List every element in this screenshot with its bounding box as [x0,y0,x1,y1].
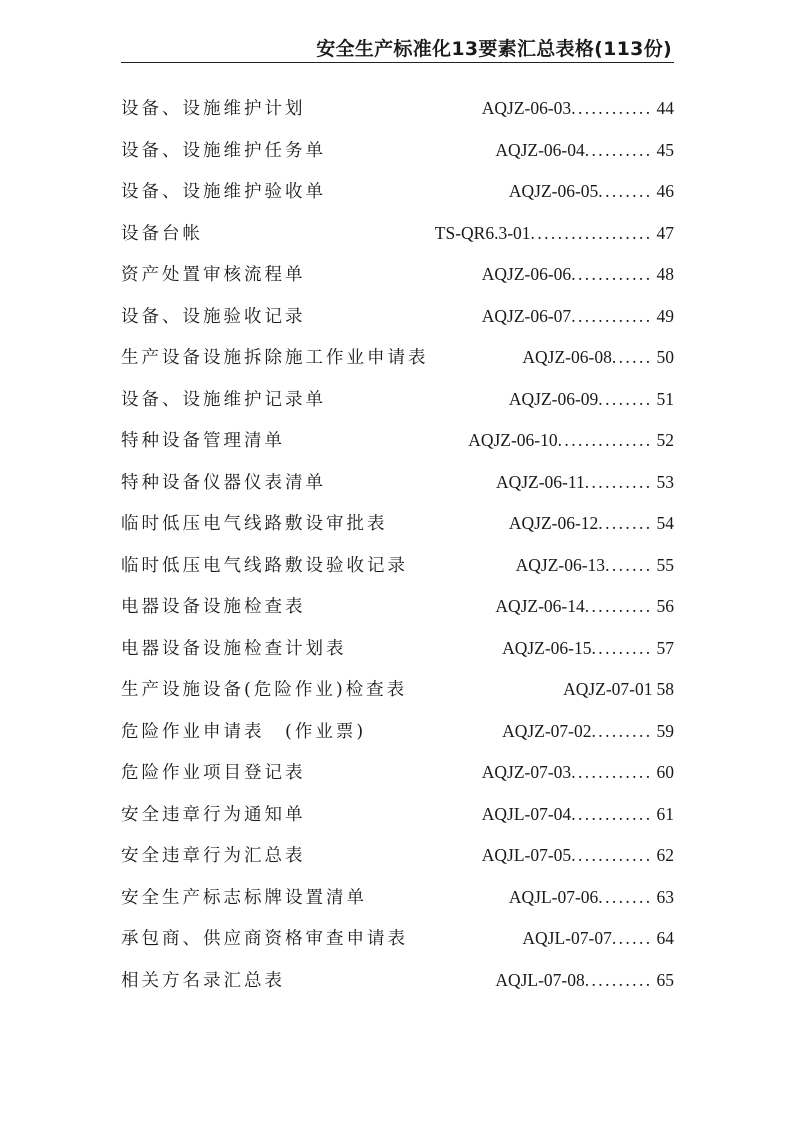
toc-entry-title: 安全违章行为汇总表 [121,846,306,866]
toc-entry-title: 安全违章行为通知单 [121,804,306,825]
toc-entry [121,593,674,621]
toc-entry-page-number: 54 [656,513,674,533]
toc-entry-page-number: 65 [656,969,674,990]
toc-entry [121,884,674,912]
toc-entry-code: AQJZ-07-02 [502,720,592,741]
toc-entry-code: TS-QR6.3-01 [434,222,531,243]
toc-entry-page-number: 61 [656,803,674,824]
toc-entry-leader-dots: .................. [530,222,653,243]
toc-entry-leader-dots: ...... [611,928,653,948]
toc-entry [121,718,674,746]
toc-entry-code: AQJZ-06-12 [508,513,599,533]
toc-entry [121,925,674,953]
toc-entry [121,137,674,165]
toc-entry-leader-dots: .......... [584,969,653,990]
toc-entry-title: 设备台帐 [121,223,203,244]
toc-entry-code: AQJL-07-08 [495,969,585,990]
toc-entry-code: AQJL-07-04 [481,803,572,824]
toc-entry-title: 电器设备设施检查计划表 [121,638,347,659]
toc-entry-code: AQJZ-07-03 [481,762,572,782]
toc-entry [121,801,674,829]
header-divider [121,62,674,63]
toc-entry-page-number: 49 [656,305,674,326]
toc-entry-title: 电器设备设施检查表 [121,597,306,617]
toc-entry-title: 设备、设施维护计划 [121,99,306,119]
toc-entry-leader-dots: .............. [557,430,653,450]
toc-entry [121,842,674,870]
toc-entry [121,95,674,123]
toc-entry-title: 危险作业项目登记表 [121,763,306,783]
toc-entry-code: AQJZ-06-14 [495,596,585,616]
toc-entry-code: AQJZ-06-05 [508,181,599,201]
toc-entry [121,261,674,289]
toc-entry-code: AQJZ-06-13 [515,554,606,575]
toc-entry [121,759,674,787]
toc-entry-title: 危险作业申请表 (作业票) [121,721,367,742]
toc-entry-code: AQJL-07-06 [508,886,599,907]
toc-entry [121,344,674,372]
toc-entry [121,469,674,497]
toc-entry-title: 生产设施设备(危险作业)检查表 [121,680,408,700]
toc-entry-title: 设备、设施维护任务单 [121,140,326,161]
toc-entry-leader-dots: ............ [571,305,653,326]
toc-entry-page-number: 51 [656,388,674,409]
toc-entry-leader-dots: ........ [598,388,653,409]
toc-entry-leader-dots: ............ [571,762,653,782]
toc-entry-page-number: 52 [656,430,674,450]
toc-entry-code: AQJL-07-05 [481,845,572,865]
toc-entry-code: AQJL-07-07 [522,928,612,948]
toc-entry [121,427,674,455]
toc-entry-code: AQJZ-06-03 [481,98,572,118]
toc-entry-leader-dots: ........ [598,513,653,533]
toc-entry-title: 设备、设施验收记录 [121,306,306,327]
toc-entry-title: 安全生产标志标牌设置清单 [121,887,367,908]
toc-entry-page-number: 56 [656,596,674,616]
toc-entry-leader-dots: .......... [584,596,653,616]
toc-entry-leader-dots: ........ [598,181,653,201]
toc-entry-title: 设备、设施维护记录单 [121,389,326,410]
toc-entry [121,178,674,206]
toc-entry [121,552,674,580]
toc-entry-leader-dots: ............ [571,98,653,118]
toc-entry-title: 临时低压电气线路敷设验收记录 [121,555,408,576]
toc-entry-code: AQJZ-06-10 [468,430,558,450]
toc-entry-code: AQJZ-06-08 [522,347,612,367]
toc-entry [121,967,674,995]
toc-entry-page-number: 48 [656,264,674,284]
toc-entry [121,635,674,663]
toc-entry [121,510,674,538]
toc-entry [121,220,674,248]
toc-entry-title: 生产设备设施拆除施工作业申请表 [121,348,429,368]
toc-entry-code: AQJZ-06-11 [495,471,585,492]
toc-entry-leader-dots: .......... [584,139,653,160]
toc-entry-page-number: 50 [656,347,674,367]
toc-entry-leader-dots: ...... [611,347,653,367]
toc-entry-page-number: 55 [656,554,674,575]
toc-entry-leader-dots: .......... [584,471,653,492]
toc-entry [121,303,674,331]
toc-entry-code: AQJZ-06-15 [502,637,592,658]
toc-entry-page-number: 57 [656,637,674,658]
toc-entry-leader-dots: ........ [598,886,653,907]
toc-entry-title: 特种设备管理清单 [121,431,285,451]
toc-entry-page-number: 44 [656,98,674,118]
toc-entry-title: 临时低压电气线路敷设审批表 [121,514,388,534]
toc-entry-page-number: 64 [656,928,674,948]
toc-entry-title: 设备、设施维护验收单 [121,182,326,202]
toc-entry-page-number: 63 [656,886,674,907]
toc-entry-page-number: 59 [656,720,674,741]
document-header-title: 安全生产标准化13要素汇总表格(113份) [316,38,672,60]
toc-entry-code: AQJZ-07-01 [563,679,653,699]
toc-entry-page-number: 58 [656,679,674,699]
toc-entry-leader-dots: ......... [591,637,653,658]
toc-entry-title: 承包商、供应商资格审查申请表 [121,929,408,949]
toc-entry-leader-dots: ............ [571,845,653,865]
toc-entry-code: AQJZ-06-04 [495,139,585,160]
toc-entry-page-number: 46 [656,181,674,201]
toc-entry-page-number: 53 [656,471,674,492]
toc-entry-page-number: 62 [656,845,674,865]
toc-entry-title: 资产处置审核流程单 [121,265,306,285]
toc-entry-code: AQJZ-06-09 [508,388,599,409]
toc-entry [121,676,674,704]
toc-entry-title: 特种设备仪器仪表清单 [121,472,326,493]
toc-entry-leader-dots: ......... [591,720,653,741]
toc-entry-title: 相关方名录汇总表 [121,970,285,991]
toc-entry-leader-dots: ............ [571,803,653,824]
toc-entry-page-number: 45 [656,139,674,160]
toc-entry [121,386,674,414]
toc-entry-leader-dots: ............ [571,264,653,284]
toc-entry-code: AQJZ-06-06 [481,264,572,284]
toc-entry-page-number: 47 [656,222,674,243]
toc-entry-page-number: 60 [656,762,674,782]
toc-entry-leader-dots: ....... [605,554,653,575]
toc-entry-code: AQJZ-06-07 [481,305,572,326]
